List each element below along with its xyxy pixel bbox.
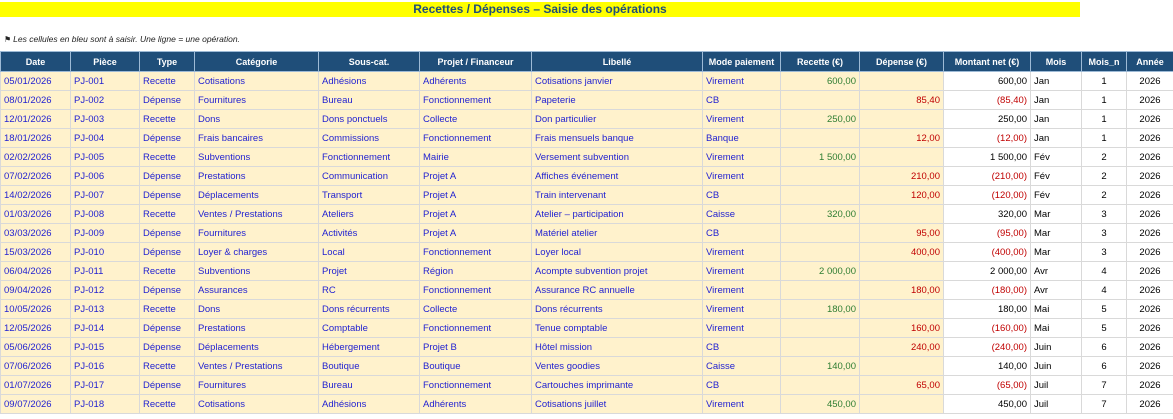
piece-cell[interactable]: PJ-013 — [71, 300, 140, 319]
month-cell: Fév — [1031, 186, 1082, 205]
date-cell[interactable]: 12/01/2026 — [1, 110, 71, 129]
payment-mode-cell[interactable]: Virement — [703, 243, 781, 262]
table-row — [1, 357, 1173, 376]
month-number-cell: 1 — [1082, 129, 1127, 148]
month-number-cell: 1 — [1082, 72, 1127, 91]
table-row — [1, 205, 1173, 224]
subcategory-cell[interactable]: Bureau — [319, 91, 420, 110]
operations-table — [0, 51, 1173, 414]
month-number-cell: 1 — [1082, 91, 1127, 110]
category-cell[interactable]: Dons — [195, 300, 319, 319]
table-row — [1, 376, 1173, 395]
subcategory-cell[interactable]: Transport — [319, 186, 420, 205]
label-cell[interactable]: Assurance RC annuelle — [532, 281, 703, 300]
payment-mode-cell[interactable]: Virement — [703, 319, 781, 338]
project-cell[interactable]: Projet B — [420, 338, 532, 357]
year-cell: 2026 — [1127, 167, 1173, 186]
column-header[interactable]: Montant net (€) — [944, 52, 1031, 72]
payment-mode-cell[interactable]: Banque — [703, 129, 781, 148]
net-amount-cell: 1 500,00 — [944, 148, 1031, 167]
category-cell[interactable]: Cotisations — [195, 72, 319, 91]
type-cell[interactable]: Dépense — [140, 186, 195, 205]
table-row — [1, 167, 1173, 186]
depense-cell[interactable]: 240,00 — [860, 338, 944, 357]
table-row — [1, 243, 1173, 262]
month-number-cell: 3 — [1082, 243, 1127, 262]
column-header[interactable]: Date — [1, 52, 71, 72]
month-number-cell: 6 — [1082, 357, 1127, 376]
recette-cell[interactable]: 140,00 — [781, 357, 860, 376]
category-cell[interactable]: Déplacements — [195, 186, 319, 205]
subcategory-cell[interactable]: Activités — [319, 224, 420, 243]
month-number-cell: 2 — [1082, 148, 1127, 167]
year-cell: 2026 — [1127, 129, 1173, 148]
payment-mode-cell[interactable]: Virement — [703, 110, 781, 129]
column-header[interactable]: Recette (€) — [781, 52, 860, 72]
category-cell[interactable]: Subventions — [195, 262, 319, 281]
subcategory-cell[interactable]: Dons ponctuels — [319, 110, 420, 129]
column-header[interactable]: Pièce — [71, 52, 140, 72]
net-amount-cell: 320,00 — [944, 205, 1031, 224]
table-row — [1, 110, 1173, 129]
month-number-cell: 4 — [1082, 262, 1127, 281]
payment-mode-cell[interactable]: CB — [703, 224, 781, 243]
net-amount-cell: (400,00) — [944, 243, 1031, 262]
subcategory-cell[interactable]: RC — [319, 281, 420, 300]
label-cell[interactable]: Acompte subvention projet — [532, 262, 703, 281]
label-cell[interactable]: Hôtel mission — [532, 338, 703, 357]
recette-cell[interactable] — [781, 91, 860, 110]
project-cell[interactable]: Fonctionnement — [420, 129, 532, 148]
label-cell[interactable]: Loyer local — [532, 243, 703, 262]
piece-cell[interactable]: PJ-006 — [71, 167, 140, 186]
year-cell: 2026 — [1127, 148, 1173, 167]
recette-cell[interactable]: 1 500,00 — [781, 148, 860, 167]
date-cell[interactable]: 18/01/2026 — [1, 129, 71, 148]
depense-cell[interactable] — [860, 72, 944, 91]
type-cell[interactable]: Recette — [140, 205, 195, 224]
label-cell[interactable]: Train intervenant — [532, 186, 703, 205]
subcategory-cell[interactable]: Adhésions — [319, 72, 420, 91]
payment-mode-cell[interactable]: Virement — [703, 300, 781, 319]
project-cell[interactable]: Collecte — [420, 110, 532, 129]
month-cell: Juil — [1031, 395, 1082, 414]
instruction-text: Les cellules en bleu sont à saisir. Une ligne = une opération. — [13, 34, 240, 44]
type-cell[interactable]: Recette — [140, 395, 195, 414]
project-cell[interactable]: Projet A — [420, 205, 532, 224]
label-cell[interactable]: Atelier – participation — [532, 205, 703, 224]
category-cell[interactable]: Prestations — [195, 167, 319, 186]
category-cell[interactable]: Ventes / Prestations — [195, 205, 319, 224]
month-number-cell: 7 — [1082, 376, 1127, 395]
payment-mode-cell[interactable]: CB — [703, 186, 781, 205]
year-cell: 2026 — [1127, 205, 1173, 224]
recette-cell[interactable] — [781, 319, 860, 338]
type-cell[interactable]: Dépense — [140, 338, 195, 357]
column-header[interactable]: Catégorie — [195, 52, 319, 72]
year-cell: 2026 — [1127, 243, 1173, 262]
net-amount-cell: (12,00) — [944, 129, 1031, 148]
payment-mode-cell[interactable]: CB — [703, 376, 781, 395]
year-cell: 2026 — [1127, 72, 1173, 91]
depense-cell[interactable] — [860, 395, 944, 414]
column-header[interactable]: Dépense (€) — [860, 52, 944, 72]
type-cell[interactable]: Recette — [140, 262, 195, 281]
month-cell: Juin — [1031, 338, 1082, 357]
payment-mode-cell[interactable]: CB — [703, 338, 781, 357]
column-header[interactable]: Type — [140, 52, 195, 72]
net-amount-cell: (95,00) — [944, 224, 1031, 243]
month-cell: Mar — [1031, 243, 1082, 262]
piece-cell[interactable]: PJ-008 — [71, 205, 140, 224]
depense-cell[interactable]: 12,00 — [860, 129, 944, 148]
piece-cell[interactable]: PJ-018 — [71, 395, 140, 414]
depense-cell[interactable] — [860, 205, 944, 224]
table-row — [1, 129, 1173, 148]
month-cell: Avr — [1031, 281, 1082, 300]
column-header[interactable]: Mois_n — [1082, 52, 1127, 72]
column-header[interactable]: Projet / Financeur — [420, 52, 532, 72]
instruction-note — [4, 34, 240, 44]
date-cell[interactable]: 09/04/2026 — [1, 281, 71, 300]
depense-cell[interactable]: 400,00 — [860, 243, 944, 262]
payment-mode-cell[interactable]: Virement — [703, 72, 781, 91]
net-amount-cell: (65,00) — [944, 376, 1031, 395]
label-cell[interactable]: Cotisations janvier — [532, 72, 703, 91]
project-cell[interactable]: Projet A — [420, 186, 532, 205]
project-cell[interactable]: Adhérents — [420, 72, 532, 91]
month-cell: Jan — [1031, 110, 1082, 129]
payment-mode-cell[interactable]: Caisse — [703, 357, 781, 376]
type-cell[interactable]: Recette — [140, 148, 195, 167]
year-cell: 2026 — [1127, 262, 1173, 281]
date-cell[interactable]: 03/03/2026 — [1, 224, 71, 243]
month-number-cell: 5 — [1082, 300, 1127, 319]
month-cell: Juil — [1031, 376, 1082, 395]
table-row — [1, 262, 1173, 281]
subcategory-cell[interactable]: Communication — [319, 167, 420, 186]
column-header[interactable]: Sous-cat. — [319, 52, 420, 72]
payment-mode-cell[interactable]: Virement — [703, 148, 781, 167]
table-row — [1, 281, 1173, 300]
depense-cell[interactable]: 120,00 — [860, 186, 944, 205]
recette-cell[interactable]: 250,00 — [781, 110, 860, 129]
month-cell: Mai — [1031, 319, 1082, 338]
recette-cell[interactable] — [781, 338, 860, 357]
net-amount-cell: 600,00 — [944, 72, 1031, 91]
date-cell[interactable]: 05/06/2026 — [1, 338, 71, 357]
recette-cell[interactable] — [781, 129, 860, 148]
type-cell[interactable]: Dépense — [140, 243, 195, 262]
date-cell[interactable]: 15/03/2026 — [1, 243, 71, 262]
month-cell: Juin — [1031, 357, 1082, 376]
label-cell[interactable]: Ventes goodies — [532, 357, 703, 376]
year-cell: 2026 — [1127, 357, 1173, 376]
year-cell: 2026 — [1127, 186, 1173, 205]
date-cell[interactable]: 09/07/2026 — [1, 395, 71, 414]
label-cell[interactable]: Tenue comptable — [532, 319, 703, 338]
payment-mode-cell[interactable]: Virement — [703, 167, 781, 186]
category-cell[interactable]: Frais bancaires — [195, 129, 319, 148]
recette-cell[interactable]: 2 000,00 — [781, 262, 860, 281]
category-cell[interactable]: Prestations — [195, 319, 319, 338]
piece-cell[interactable]: PJ-002 — [71, 91, 140, 110]
label-cell[interactable]: Affiches événement — [532, 167, 703, 186]
year-cell: 2026 — [1127, 110, 1173, 129]
project-cell[interactable]: Projet A — [420, 224, 532, 243]
table-row — [1, 395, 1173, 414]
date-cell[interactable]: 05/01/2026 — [1, 72, 71, 91]
month-cell: Jan — [1031, 91, 1082, 110]
year-cell: 2026 — [1127, 281, 1173, 300]
month-number-cell: 4 — [1082, 281, 1127, 300]
depense-cell[interactable] — [860, 110, 944, 129]
year-cell: 2026 — [1127, 395, 1173, 414]
recette-cell[interactable]: 180,00 — [781, 300, 860, 319]
net-amount-cell: (240,00) — [944, 338, 1031, 357]
payment-mode-cell[interactable]: Virement — [703, 395, 781, 414]
type-cell[interactable]: Dépense — [140, 167, 195, 186]
type-cell[interactable]: Dépense — [140, 376, 195, 395]
piece-cell[interactable]: PJ-010 — [71, 243, 140, 262]
type-cell[interactable]: Dépense — [140, 319, 195, 338]
net-amount-cell: 450,00 — [944, 395, 1031, 414]
project-cell[interactable]: Fonctionnement — [420, 319, 532, 338]
table-row — [1, 186, 1173, 205]
category-cell[interactable]: Fournitures — [195, 91, 319, 110]
sheet-title: Recettes / Dépenses – Saisie des opérations — [0, 2, 1080, 17]
net-amount-cell: 140,00 — [944, 357, 1031, 376]
recette-cell[interactable] — [781, 243, 860, 262]
date-cell[interactable]: 10/05/2026 — [1, 300, 71, 319]
depense-cell[interactable]: 210,00 — [860, 167, 944, 186]
piece-cell[interactable]: PJ-011 — [71, 262, 140, 281]
table-row — [1, 319, 1173, 338]
month-number-cell: 7 — [1082, 395, 1127, 414]
table-row — [1, 224, 1173, 243]
piece-cell[interactable]: PJ-017 — [71, 376, 140, 395]
date-cell[interactable]: 12/05/2026 — [1, 319, 71, 338]
net-amount-cell: (160,00) — [944, 319, 1031, 338]
column-header[interactable]: Mode paiement — [703, 52, 781, 72]
date-cell[interactable]: 01/03/2026 — [1, 205, 71, 224]
label-cell[interactable]: Matériel atelier — [532, 224, 703, 243]
recette-cell[interactable]: 600,00 — [781, 72, 860, 91]
piece-cell[interactable]: PJ-014 — [71, 319, 140, 338]
subcategory-cell[interactable]: Bureau — [319, 376, 420, 395]
date-cell[interactable]: 14/02/2026 — [1, 186, 71, 205]
column-header[interactable]: Année — [1127, 52, 1173, 72]
piece-cell[interactable]: PJ-012 — [71, 281, 140, 300]
table-row — [1, 91, 1173, 110]
label-cell[interactable]: Versement subvention — [532, 148, 703, 167]
depense-cell[interactable] — [860, 262, 944, 281]
month-cell: Mai — [1031, 300, 1082, 319]
month-cell: Mar — [1031, 205, 1082, 224]
depense-cell[interactable]: 95,00 — [860, 224, 944, 243]
recette-cell[interactable]: 320,00 — [781, 205, 860, 224]
piece-cell[interactable]: PJ-005 — [71, 148, 140, 167]
label-cell[interactable]: Cotisations juillet — [532, 395, 703, 414]
net-amount-cell: (210,00) — [944, 167, 1031, 186]
table-body — [1, 72, 1173, 414]
payment-mode-cell[interactable]: Virement — [703, 281, 781, 300]
date-cell[interactable]: 01/07/2026 — [1, 376, 71, 395]
month-number-cell: 2 — [1082, 167, 1127, 186]
category-cell[interactable]: Assurances — [195, 281, 319, 300]
piece-cell[interactable]: PJ-015 — [71, 338, 140, 357]
project-cell[interactable]: Région — [420, 262, 532, 281]
project-cell[interactable]: Fonctionnement — [420, 281, 532, 300]
table-row — [1, 338, 1173, 357]
category-cell[interactable]: Dons — [195, 110, 319, 129]
subcategory-cell[interactable]: Boutique — [319, 357, 420, 376]
subcategory-cell[interactable]: Adhésions — [319, 395, 420, 414]
category-cell[interactable]: Fournitures — [195, 376, 319, 395]
type-cell[interactable]: Recette — [140, 72, 195, 91]
type-cell[interactable]: Recette — [140, 300, 195, 319]
net-amount-cell: (180,00) — [944, 281, 1031, 300]
category-cell[interactable]: Fournitures — [195, 224, 319, 243]
subcategory-cell[interactable]: Fonctionnement — [319, 148, 420, 167]
depense-cell[interactable]: 180,00 — [860, 281, 944, 300]
payment-mode-cell[interactable]: Virement — [703, 262, 781, 281]
depense-cell[interactable]: 160,00 — [860, 319, 944, 338]
piece-cell[interactable]: PJ-003 — [71, 110, 140, 129]
date-cell[interactable]: 02/02/2026 — [1, 148, 71, 167]
type-cell[interactable]: Dépense — [140, 91, 195, 110]
subcategory-cell[interactable]: Hébergement — [319, 338, 420, 357]
project-cell[interactable]: Boutique — [420, 357, 532, 376]
piece-cell[interactable]: PJ-016 — [71, 357, 140, 376]
project-cell[interactable]: Mairie — [420, 148, 532, 167]
subcategory-cell[interactable]: Commissions — [319, 129, 420, 148]
date-cell[interactable]: 06/04/2026 — [1, 262, 71, 281]
net-amount-cell: 2 000,00 — [944, 262, 1031, 281]
label-cell[interactable]: Cartouches imprimante — [532, 376, 703, 395]
year-cell: 2026 — [1127, 91, 1173, 110]
date-cell[interactable]: 07/02/2026 — [1, 167, 71, 186]
category-cell[interactable]: Cotisations — [195, 395, 319, 414]
category-cell[interactable]: Déplacements — [195, 338, 319, 357]
project-cell[interactable]: Adhérents — [420, 395, 532, 414]
category-cell[interactable]: Loyer & charges — [195, 243, 319, 262]
category-cell[interactable]: Ventes / Prestations — [195, 357, 319, 376]
type-cell[interactable]: Recette — [140, 110, 195, 129]
year-cell: 2026 — [1127, 300, 1173, 319]
month-number-cell: 3 — [1082, 205, 1127, 224]
month-cell: Jan — [1031, 129, 1082, 148]
label-cell[interactable]: Dons récurrents — [532, 300, 703, 319]
table-row — [1, 300, 1173, 319]
month-cell: Mar — [1031, 224, 1082, 243]
month-number-cell: 3 — [1082, 224, 1127, 243]
year-cell: 2026 — [1127, 376, 1173, 395]
net-amount-cell: 250,00 — [944, 110, 1031, 129]
recette-cell[interactable] — [781, 186, 860, 205]
label-cell[interactable]: Frais mensuels banque — [532, 129, 703, 148]
month-cell: Jan — [1031, 72, 1082, 91]
payment-mode-cell[interactable]: Caisse — [703, 205, 781, 224]
depense-cell[interactable] — [860, 148, 944, 167]
category-cell[interactable]: Subventions — [195, 148, 319, 167]
piece-cell[interactable]: PJ-009 — [71, 224, 140, 243]
table-row — [1, 148, 1173, 167]
piece-cell[interactable]: PJ-001 — [71, 72, 140, 91]
column-header[interactable]: Libellé — [532, 52, 703, 72]
piece-cell[interactable]: PJ-004 — [71, 129, 140, 148]
header-row — [1, 52, 1173, 72]
net-amount-cell: 180,00 — [944, 300, 1031, 319]
year-cell: 2026 — [1127, 224, 1173, 243]
month-number-cell: 2 — [1082, 186, 1127, 205]
year-cell: 2026 — [1127, 319, 1173, 338]
recette-cell[interactable] — [781, 376, 860, 395]
project-cell[interactable]: Fonctionnement — [420, 91, 532, 110]
depense-cell[interactable]: 85,40 — [860, 91, 944, 110]
project-cell[interactable]: Projet A — [420, 167, 532, 186]
label-cell[interactable]: Papeterie — [532, 91, 703, 110]
payment-mode-cell[interactable]: CB — [703, 91, 781, 110]
flag-icon: ⚑ — [4, 35, 12, 44]
type-cell[interactable]: Dépense — [140, 281, 195, 300]
subcategory-cell[interactable]: Comptable — [319, 319, 420, 338]
month-cell: Avr — [1031, 262, 1082, 281]
subcategory-cell[interactable]: Projet — [319, 262, 420, 281]
recette-cell[interactable] — [781, 281, 860, 300]
table-row — [1, 72, 1173, 91]
recette-cell[interactable] — [781, 167, 860, 186]
depense-cell[interactable]: 65,00 — [860, 376, 944, 395]
label-cell[interactable]: Don particulier — [532, 110, 703, 129]
month-cell: Fév — [1031, 148, 1082, 167]
net-amount-cell: (120,00) — [944, 186, 1031, 205]
month-number-cell: 1 — [1082, 110, 1127, 129]
date-cell[interactable]: 08/01/2026 — [1, 91, 71, 110]
type-cell[interactable]: Recette — [140, 357, 195, 376]
year-cell: 2026 — [1127, 338, 1173, 357]
piece-cell[interactable]: PJ-007 — [71, 186, 140, 205]
type-cell[interactable]: Dépense — [140, 224, 195, 243]
net-amount-cell: (85,40) — [944, 91, 1031, 110]
subcategory-cell[interactable]: Dons récurrents — [319, 300, 420, 319]
project-cell[interactable]: Collecte — [420, 300, 532, 319]
type-cell[interactable]: Dépense — [140, 129, 195, 148]
recette-cell[interactable] — [781, 224, 860, 243]
subcategory-cell[interactable]: Ateliers — [319, 205, 420, 224]
depense-cell[interactable] — [860, 357, 944, 376]
month-number-cell: 6 — [1082, 338, 1127, 357]
project-cell[interactable]: Fonctionnement — [420, 243, 532, 262]
date-cell[interactable]: 07/06/2026 — [1, 357, 71, 376]
recette-cell[interactable]: 450,00 — [781, 395, 860, 414]
month-cell: Fév — [1031, 167, 1082, 186]
project-cell[interactable]: Fonctionnement — [420, 376, 532, 395]
month-number-cell: 5 — [1082, 319, 1127, 338]
depense-cell[interactable] — [860, 300, 944, 319]
subcategory-cell[interactable]: Local — [319, 243, 420, 262]
column-header[interactable]: Mois — [1031, 52, 1082, 72]
